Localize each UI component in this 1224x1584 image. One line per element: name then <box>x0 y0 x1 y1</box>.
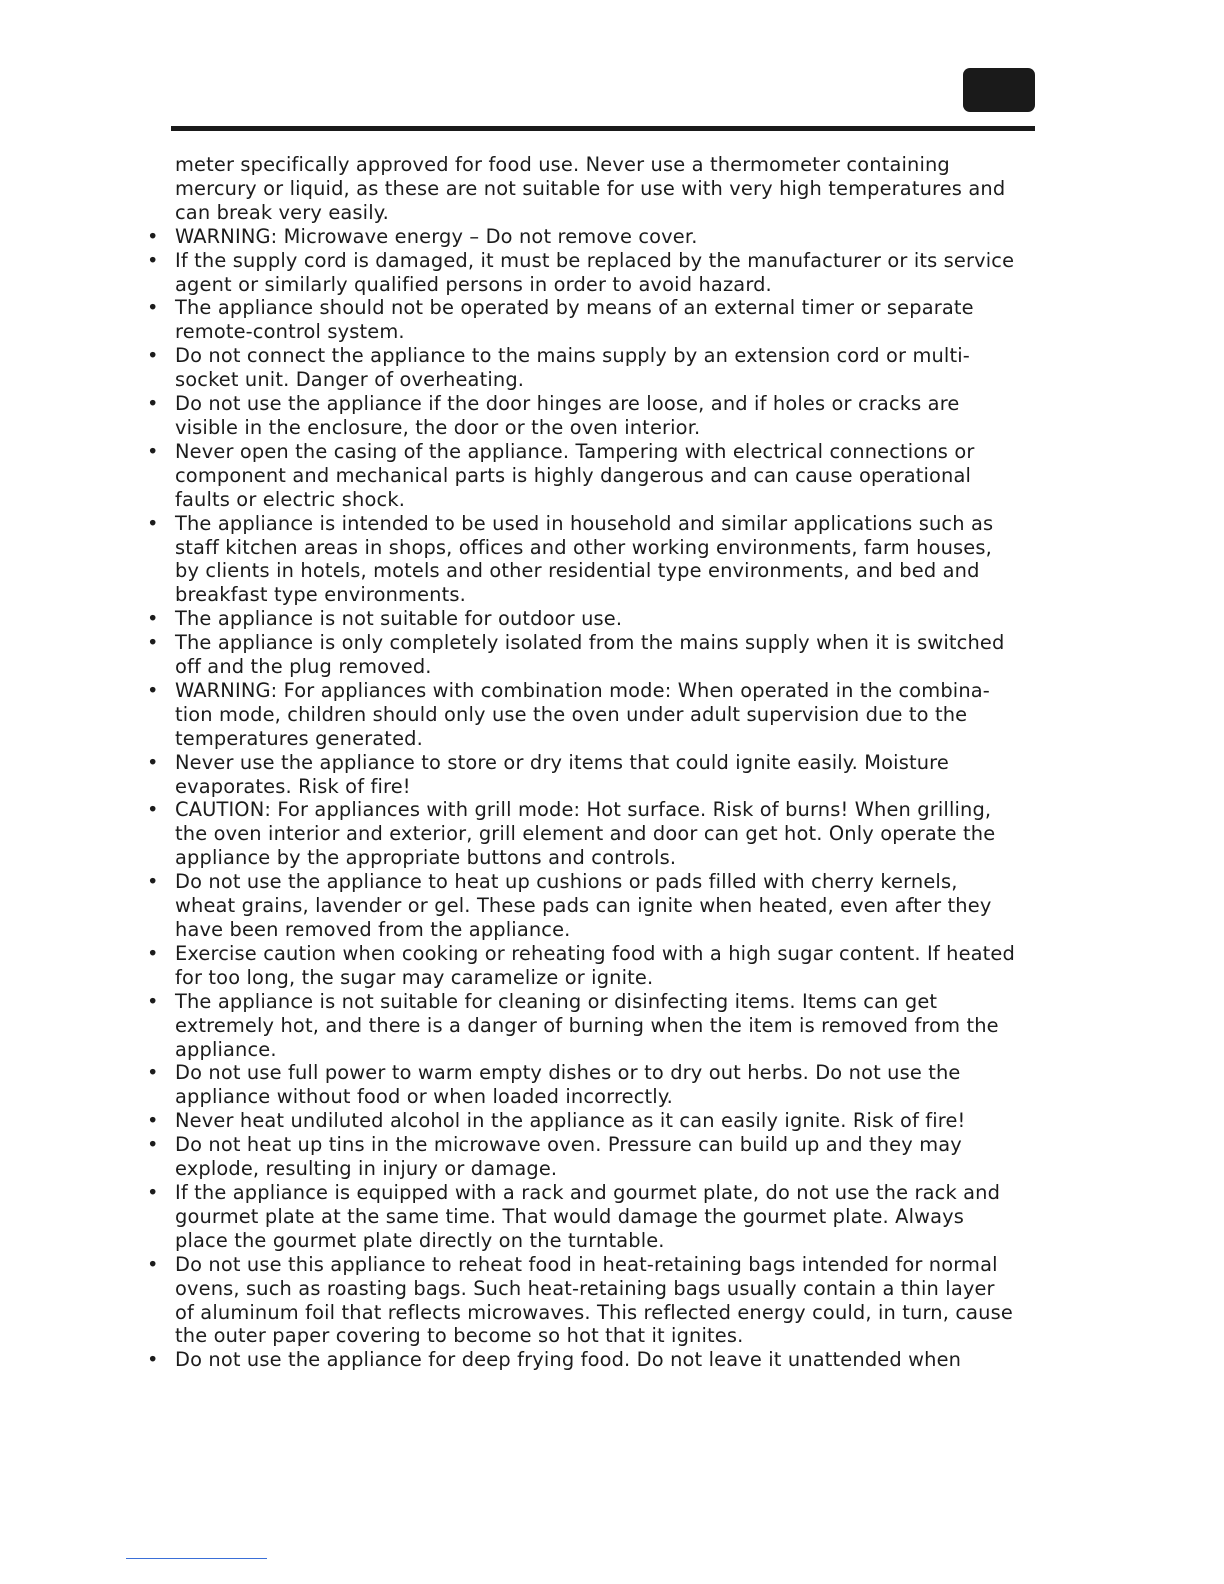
bullet-line: socket unit. Danger of overheating. <box>175 368 525 392</box>
bullet-line: Never open the casing of the appliance. Tampering with electrical connections or <box>175 439 975 463</box>
safety-bullet-list <box>147 225 1077 1373</box>
bullet-text <box>175 1061 1077 1109</box>
list-item <box>147 990 1077 1062</box>
list-item <box>147 512 1077 608</box>
bullet-line: off and the plug removed. <box>175 655 432 679</box>
bullet-icon: • <box>147 1252 159 1276</box>
bullet-line: agent or similarly qualified persons in order to avoid hazard. <box>175 272 772 296</box>
bullet-text <box>175 990 1077 1062</box>
bullet-icon: • <box>147 296 159 320</box>
bullet-icon: • <box>147 511 159 535</box>
bullet-text <box>175 1253 1077 1349</box>
bullet-text <box>175 607 1077 631</box>
bullet-icon: • <box>147 248 159 272</box>
list-item <box>147 1109 1077 1133</box>
continuation-line: meter specifically approved for food use. Never use a thermometer containing <box>175 153 950 176</box>
footer-link-underline <box>126 1558 267 1559</box>
list-item <box>147 942 1077 990</box>
bullet-line: Never use the appliance to store or dry items that could ignite easily. Moisture <box>175 750 949 774</box>
bullet-text <box>175 1109 1077 1133</box>
bullet-icon: • <box>147 1133 159 1157</box>
list-item <box>147 296 1077 344</box>
bullet-line: breakfast type environments. <box>175 583 466 607</box>
bullet-line: Do not use the appliance for deep frying food. Do not leave it unattended when <box>175 1348 962 1372</box>
bullet-line: Do not connect the appliance to the mains supply by an extension cord or multi- <box>175 344 970 368</box>
bullet-icon: • <box>147 941 159 965</box>
bullet-line: have been removed from the appliance. <box>175 918 571 941</box>
bullet-icon: • <box>147 750 159 774</box>
list-item <box>147 1133 1077 1181</box>
bullet-text <box>175 942 1077 990</box>
bullet-line: CAUTION: For appliances with grill mode: Hot surface. Risk of burns! When grilling, <box>175 798 992 822</box>
bullet-line: remote-control system. <box>175 320 405 344</box>
bullet-line: appliance. <box>175 1037 277 1061</box>
bullet-line: The appliance is not suitable for outdoor use. <box>175 607 623 631</box>
list-item <box>147 751 1077 799</box>
bullet-text <box>175 225 1077 249</box>
header-rule <box>171 126 1035 131</box>
bullet-icon: • <box>147 1180 159 1204</box>
bullet-line: visible in the enclosure, the door or the oven interior. <box>175 415 701 439</box>
bullet-text <box>175 631 1077 679</box>
list-item <box>147 1181 1077 1253</box>
bullet-line: by clients in hotels, motels and other residential type environments, and bed and <box>175 559 980 583</box>
bullet-line: the oven interior and exterior, grill element and door can get hot. Only operate the <box>175 822 996 846</box>
list-item <box>147 870 1077 942</box>
list-item <box>147 1348 1077 1372</box>
bullet-line: evaporates. Risk of fire! <box>175 774 411 798</box>
bullet-text <box>175 440 1077 512</box>
continuation-line: mercury or liquid, as these are not suitable for use with very high temperatures and <box>175 176 1006 200</box>
bullet-icon: • <box>147 607 159 631</box>
list-item <box>147 631 1077 679</box>
list-item <box>147 249 1077 297</box>
bullet-text <box>175 512 1077 608</box>
continuation-line: can break very easily. <box>175 200 389 224</box>
bullet-line: staff kitchen areas in shops, offices and other working environments, farm houses, <box>175 535 992 559</box>
list-item <box>147 225 1077 249</box>
bullet-line: Never heat undiluted alcohol in the appliance as it can easily ignite. Risk of fire! <box>175 1109 966 1133</box>
bullet-text <box>175 296 1077 344</box>
list-item <box>147 440 1077 512</box>
list-item <box>147 344 1077 392</box>
bullet-line: If the supply cord is damaged, it must be replaced by the manufacturer or its service <box>175 248 1015 272</box>
bullet-line: of aluminum foil that reflects microwaves. This reflected energy could, in turn, cause <box>175 1300 1013 1324</box>
bullet-line: The appliance is not suitable for cleaning or disinfecting items. Items can get <box>175 989 938 1013</box>
bullet-line: The appliance is only completely isolated from the mains supply when it is switched <box>175 631 1005 655</box>
bullet-icon: • <box>147 1109 159 1133</box>
bullet-line: WARNING: Microwave energy – Do not remove cover. <box>175 224 698 248</box>
page-number-tab <box>963 68 1035 112</box>
bullet-line: gourmet plate at the same time. That would damage the gourmet plate. Always <box>175 1204 965 1228</box>
bullet-text <box>175 751 1077 799</box>
bullet-line: Do not use the appliance if the door hinges are loose, and if holes or cracks are <box>175 392 960 416</box>
bullet-line: Exercise caution when cooking or reheating food with a high sugar content. If heated <box>175 941 1015 965</box>
list-item <box>147 607 1077 631</box>
list-item <box>147 1061 1077 1109</box>
list-item <box>147 392 1077 440</box>
bullet-line: appliance without food or when loaded incorrectly. <box>175 1085 673 1109</box>
bullet-icon: • <box>147 439 159 463</box>
bullet-icon: • <box>147 631 159 655</box>
bullet-icon: • <box>147 870 159 894</box>
list-item <box>147 679 1077 751</box>
bullet-text <box>175 1181 1077 1253</box>
bullet-line: for too long, the sugar may caramelize or ignite. <box>175 965 654 989</box>
bullet-line: wheat grains, lavender or gel. These pads can ignite when heated, even after they <box>175 894 992 918</box>
bullet-icon: • <box>147 798 159 822</box>
list-item <box>147 1253 1077 1349</box>
bullet-line: extremely hot, and there is a danger of burning when the item is removed from the <box>175 1013 999 1037</box>
bullet-text <box>175 344 1077 392</box>
bullet-line: place the gourmet plate directly on the turntable. <box>175 1228 665 1252</box>
bullet-line: The appliance should not be operated by means of an external timer or separate <box>175 296 974 320</box>
bullet-text <box>175 1133 1077 1181</box>
bullet-line: WARNING: For appliances with combination mode: When operated in the combina- <box>175 678 990 702</box>
bullet-line: Do not heat up tins in the microwave oven. Pressure can build up and they may <box>175 1133 962 1157</box>
bullet-line: Do not use the appliance to heat up cushions or pads filled with cherry kernels, <box>175 870 958 894</box>
bullet-line: Do not use full power to warm empty dishes or to dry out herbs. Do not use the <box>175 1061 961 1085</box>
bullet-icon: • <box>147 989 159 1013</box>
bullet-icon: • <box>147 344 159 368</box>
bullet-line: Do not use this appliance to reheat food in heat-retaining bags intended for normal <box>175 1252 998 1276</box>
bullet-icon: • <box>147 678 159 702</box>
bullet-line: The appliance is intended to be used in household and similar applications such as <box>175 511 994 535</box>
bullet-line: the outer paper covering to become so hot that it ignites. <box>175 1324 744 1348</box>
bullet-text <box>175 679 1077 751</box>
bullet-text <box>175 798 1077 870</box>
bullet-text <box>175 249 1077 297</box>
bullet-text <box>175 392 1077 440</box>
bullet-line: tion mode, children should only use the oven under adult supervision due to the <box>175 702 968 726</box>
bullet-text <box>175 1348 1077 1372</box>
safety-instructions-text <box>147 153 1077 1372</box>
bullet-text <box>175 870 1077 942</box>
bullet-line: explode, resulting in injury or damage. <box>175 1157 558 1181</box>
list-item <box>147 798 1077 870</box>
bullet-line: faults or electric shock. <box>175 487 406 511</box>
bullet-icon: • <box>147 1348 159 1372</box>
bullet-line: ovens, such as roasting bags. Such heat-retaining bags usually contain a thin layer <box>175 1276 995 1300</box>
bullet-icon: • <box>147 224 159 248</box>
continuation-paragraph <box>147 153 1077 225</box>
bullet-line: appliance by the appropriate buttons and controls. <box>175 846 677 870</box>
bullet-line: If the appliance is equipped with a rack and gourmet plate, do not use the rack and <box>175 1180 1001 1204</box>
bullet-icon: • <box>147 1061 159 1085</box>
bullet-line: component and mechanical parts is highly dangerous and can cause operational <box>175 463 972 487</box>
bullet-icon: • <box>147 392 159 416</box>
bullet-line: temperatures generated. <box>175 726 423 750</box>
